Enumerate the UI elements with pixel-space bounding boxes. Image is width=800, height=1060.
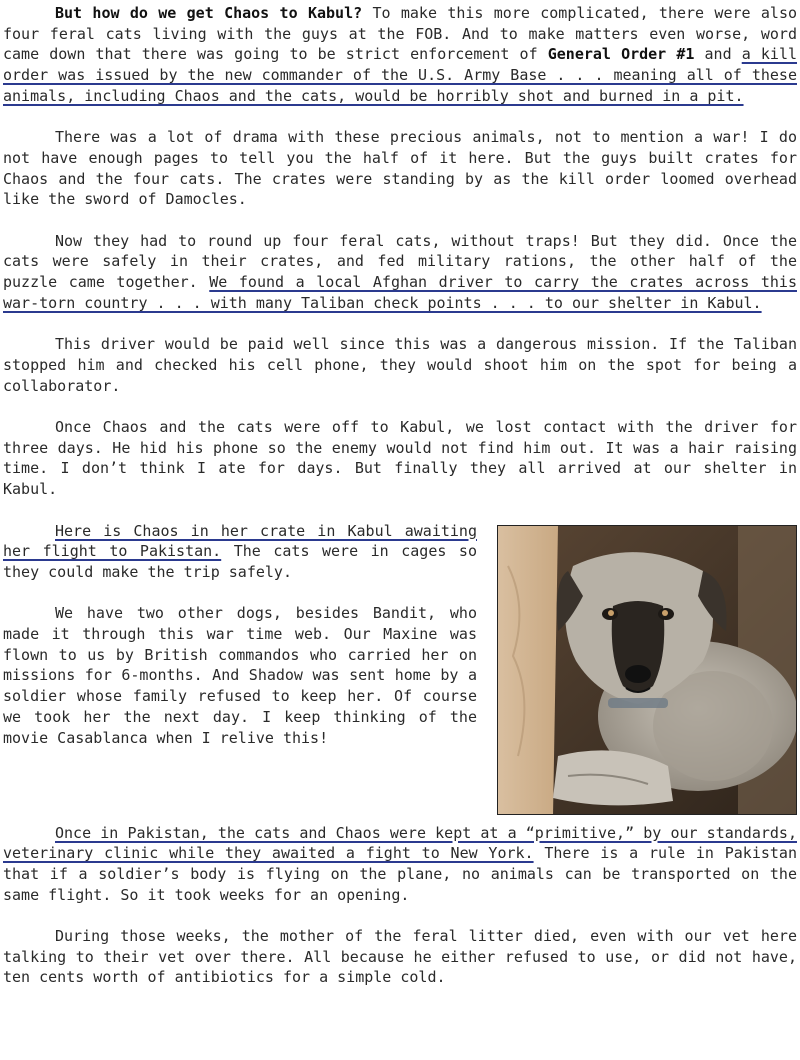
driver-underlined: We found a local Afghan driver to carry the crates across this war-torn country . . . with many Taliban check points . . . to our shelter in Kabul. (3, 273, 797, 312)
paragraph-8 (3, 823, 797, 906)
paragraph-8-text: There is a rule in Pakistan that if a soldier’s body is flying on the plane, no animals can be transported on the same flight. So it took weeks for an opening. (3, 844, 797, 904)
paragraph-4: This driver would be paid well since this was a dangerous mission. If the Taliban stopped him and checked his cell phone, they would shoot him on the spot for being a collaborator. (3, 335, 797, 395)
paragraph-3 (3, 231, 797, 314)
paragraph-9: During those weeks, the mother of the feral litter died, even with our vet here talking to their vet over there. All because he either refused to use, or did not have, ten cents worth of antibiotics for a simple cold. (3, 927, 797, 987)
paragraph-2: There was a lot of drama with these precious animals, not to mention a war! I do not have enough pages to tell you the half of it here. But the guys built crates for Chaos and the four cats. The crates were standing by as the kill order loomed overhead like the sword of Damocles. (3, 128, 797, 209)
paragraph-6-text: The cats were in cages so they could make the trip safely. (3, 542, 477, 581)
kill-order-underlined: a kill order was issued by the new commander of the U.S. Army Base . . . meaning all of these animals, including Chaos and the cats, would be horribly shot and burned in a pit. (3, 45, 798, 105)
chaos-caption-underlined: Here is Chaos in her crate in Kabul awaiting her flight to Pakistan. (3, 521, 477, 561)
dog-photo (497, 525, 797, 815)
paragraph-3-text: Now they had to round up four feral cats, without traps! But they did. Once the cats were safely in their crates, and fed military rations, the other half of the puzzle came together. (3, 231, 797, 292)
paragraph-7: We have two other dogs, besides Bandit, who made it through this war time web. Our Maxine was flown to us by British commandos who carried her on missions for 6-months. And Shadow was sent home by a soldier whose family refused to keep her. Of course we took her the next day. I keep thinking of the movie Casablanca when I relive this! (3, 604, 477, 747)
paragraph-5: Once Chaos and the cats were off to Kabul, we lost contact with the driver for three days. He hid his phone so the enemy would not find him out. It was a hair raising time. I don’t think I ate for days. But finally they all arrived at our shelter in Kabul. (3, 418, 797, 499)
document-page (3, 3, 797, 1009)
general-order-label: General Order #1 (547, 45, 695, 64)
lead-question: But how do we get Chaos to Kabul? (55, 4, 363, 22)
paragraph-1-text-b: and (694, 45, 742, 64)
dog-photo-image (498, 526, 797, 815)
paragraph-1-text-a: To make this more complicated, there were also four feral cats living with the guys at the FOB. And to make matters even worse, word came down that there was going to be strict enforcement of (3, 4, 798, 64)
pakistan-underlined: Once in Pakistan, the cats and Chaos were kept at a “primitive,” by our standards, veterinary clinic while they awaited a fight to New York. (3, 823, 797, 863)
paragraph-1 (3, 3, 797, 107)
